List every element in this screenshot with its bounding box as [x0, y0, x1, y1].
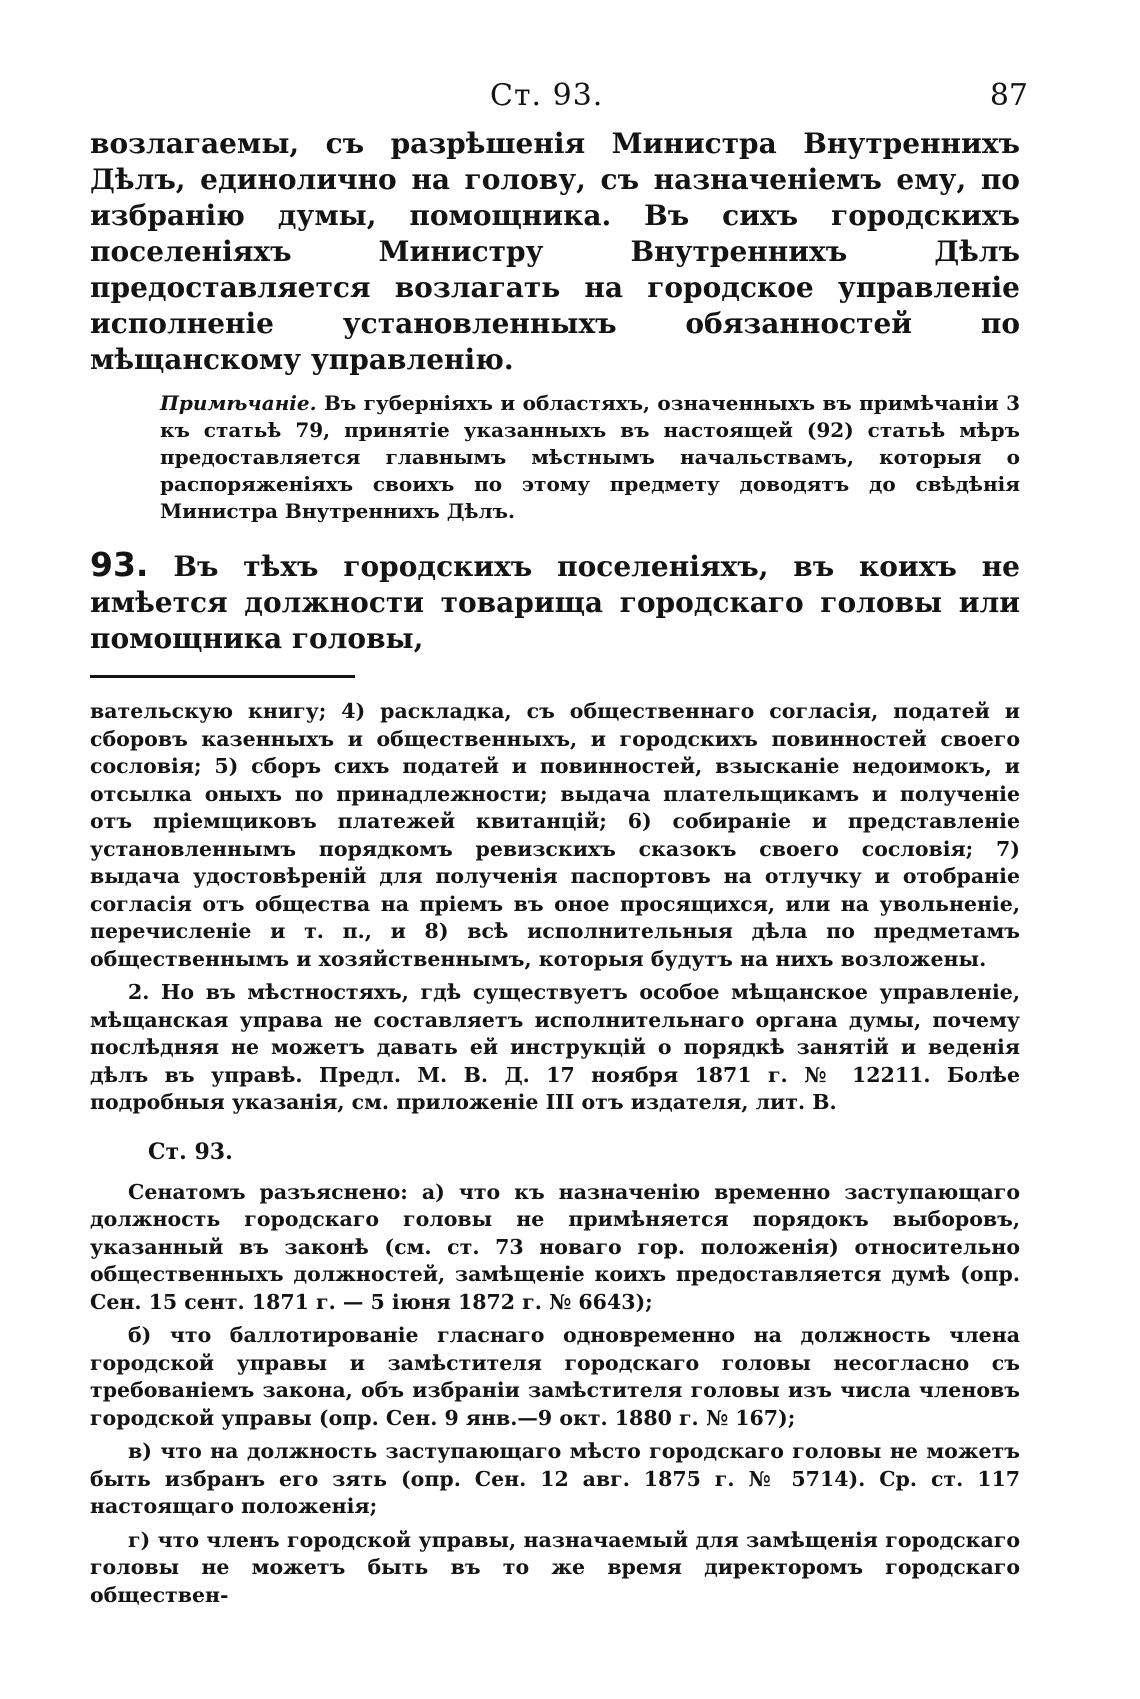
footnote-2: 2. Но въ мѣстностяхъ, гдѣ существуетъ особое мѣщанское управленіе, мѣщанская управа не составляетъ исполнительнаго органа думы, почему послѣдняя не можетъ давать ей инструкцій о порядкѣ занятій и веденія дѣлъ въ управѣ. Предл. М. В. Д. 17 ноября 1871 г. № 12211. Болѣе подробныя указанія, см. приложеніе III отъ издателя, лит. В.: [90, 980, 1020, 1114]
article-text: Въ тѣхъ городскихъ поселеніяхъ, въ коихъ не имѣется должности товарища городскаго головы или помощника головы,: [90, 550, 1020, 655]
note-text: Въ губерніяхъ и областяхъ, означенныхъ въ примѣчаніи 3 къ статьѣ 79, принятіе указанныхъ въ настоящей (92) статьѣ мѣръ предоставляется главнымъ мѣстнымъ начальствамъ, которыя о распоряженіяхъ своихъ по этому предмету доводятъ до свѣдѣнія Министра Внутреннихъ Дѣлъ.: [160, 391, 1021, 523]
commentary-item-v: в) что на должность заступающаго мѣсто городскаго головы не можетъ быть избранъ его зять (опр. Сен. 12 авг. 1875 г. № 5714). Ср. ст. 117 настоящаго положенія;: [90, 1439, 1020, 1518]
commentary-item-g: г) что членъ городской управы, назначаемый для замѣщенія городскаго головы не можетъ быть въ то же время директоромъ городскаго обществен-: [90, 1527, 1020, 1607]
note-paragraph: [160, 390, 1020, 525]
document-page: [90, 78, 1028, 1609]
commentary-item-b: б) что баллотированіе гласнаго одновременно на должность члена городской управы и замѣстителя городскаго головы несогласно съ требованіемъ закона, объ избраніи замѣстителя головы изъ числа членовъ городской управы (опр. Сен. 9 янв.—9 окт. 1880 г. № 167);: [90, 1323, 1020, 1430]
page-number: 87: [989, 78, 1028, 113]
commentary-heading: Ст. 93.: [148, 1138, 233, 1165]
body-paragraph: возлагаемы, съ разрѣшенія Министра Внутреннихъ Дѣлъ, единолично на голову, съ назначеніемъ ему, по избранію думы, помощника. Въ сихъ городскихъ поселеніяхъ Министру Внутреннихъ Дѣлъ предоставляется возлагать на городское управленіе исполненіе установленныхъ обязанностей по мѣщанскому управленію.: [90, 127, 1020, 376]
header-title: Ст. 93.: [490, 78, 604, 113]
note-label: Примѣчаніе.: [160, 391, 317, 415]
footnote-divider: [90, 675, 355, 678]
footnote-continuation: вательскую книгу; 4) раскладка, съ общественнаго согласія, податей и сборовъ казенныхъ и общественныхъ, и городскихъ повинностей своего сословія; 5) сборъ сихъ податей и повинностей, взысканіе недоимокъ, и отсылка оныхъ по принадлежности; выдача плательщикамъ и полученіе отъ пріемщиковъ платежей квитанцій; 6) собираніе и представленіе установленнымъ порядкомъ ревизскихъ сказокъ своего сословія; 7) выдача удостовѣреній для полученія паспортовъ на отлучку и отобраніе согласія отъ общества на пріемъ въ оное просящихся, или на увольненіе, перечисленіе и т. п., и 8) всѣ исполнительныя дѣла по предметамъ общественнымъ и хозяйственнымъ, которыя будутъ на нихъ возложены.: [90, 699, 1020, 971]
article-93: [90, 547, 1020, 657]
article-number: 93.: [90, 545, 149, 584]
running-header: [90, 78, 1028, 126]
commentary-item-a: Сенатомъ разъяснено: а) что къ назначенію временно заступающаго должность городскаго головы не примѣняется порядокъ выборовъ, указанный въ законѣ (см. ст. 73 новаго гор. положенія) относительно общественныхъ должностей, замѣщеніе коихъ предоставляется думѣ (опр. Сен. 15 сент. 1871 г. — 5 іюня 1872 г. № 6643);: [90, 1179, 1020, 1314]
